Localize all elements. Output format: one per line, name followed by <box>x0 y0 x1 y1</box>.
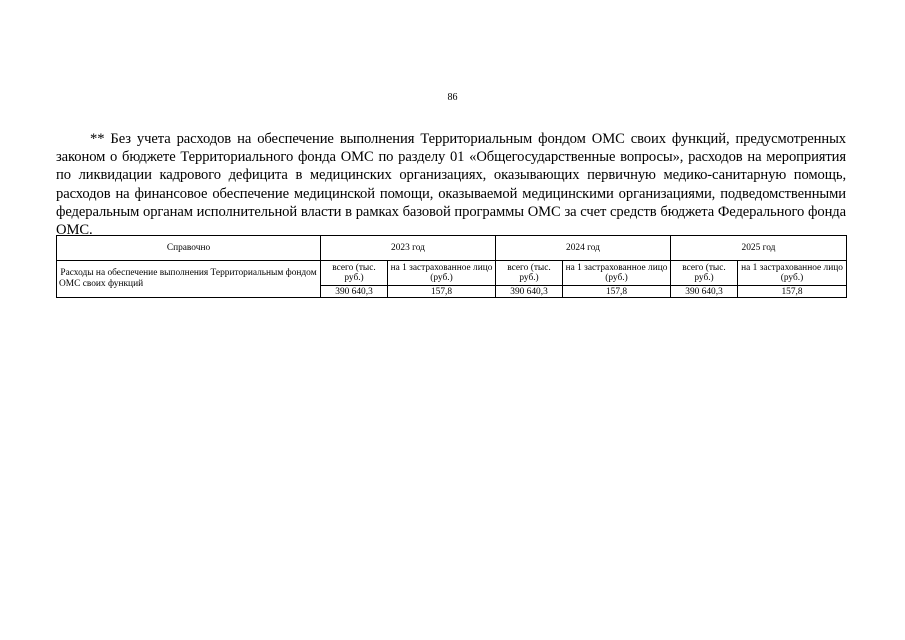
value-per-person-2024: 157,8 <box>563 286 671 298</box>
footnote-text: ** Без учета расходов на обеспечение выполнения Территориальным фондом ОМС своих функций, предусмотренных законом о бюджете Территориального фонда ОМС по разделу 01 «Общегосударственные вопросы», расходов на мероприятия по ликвидации кадрового дефицита в медицинских организациях, оказывающих первичную медико-санитарную помощь, расходов на финансовое обеспечение медицинской помощи, оказываемой медицинскими организациями, подведомственными федеральным органам исполнительной власти в рамках базовой программы ОМС за счет средств бюджета Федерального фонда ОМС. <box>56 131 846 239</box>
subheader-per-person-2023: на 1 застрахованное лицо (руб.) <box>388 261 496 286</box>
value-total-2023: 390 640,3 <box>321 286 388 298</box>
subheader-total-2023: всего (тыс. руб.) <box>321 261 388 286</box>
value-total-2025: 390 640,3 <box>671 286 738 298</box>
page-number: 86 <box>447 92 458 103</box>
subheader-total-2025: всего (тыс. руб.) <box>671 261 738 286</box>
value-per-person-2023: 157,8 <box>388 286 496 298</box>
row-label-expenses: Расходы на обеспечение выполнения Территориальным фондом ОМС своих функций <box>57 261 321 298</box>
table-subheader-row <box>57 261 847 286</box>
subheader-per-person-2024: на 1 застрахованное лицо (руб.) <box>563 261 671 286</box>
value-total-2024: 390 640,3 <box>496 286 563 298</box>
year-header-2024: 2024 год <box>496 236 671 261</box>
value-per-person-2025: 157,8 <box>738 286 847 298</box>
year-header-2023: 2023 год <box>321 236 496 261</box>
year-header-2025: 2025 год <box>671 236 847 261</box>
reference-table <box>56 235 847 298</box>
table-header-label: Справочно <box>57 236 321 261</box>
table-header-row <box>57 236 847 261</box>
subheader-total-2024: всего (тыс. руб.) <box>496 261 563 286</box>
subheader-per-person-2025: на 1 застрахованное лицо (руб.) <box>738 261 847 286</box>
